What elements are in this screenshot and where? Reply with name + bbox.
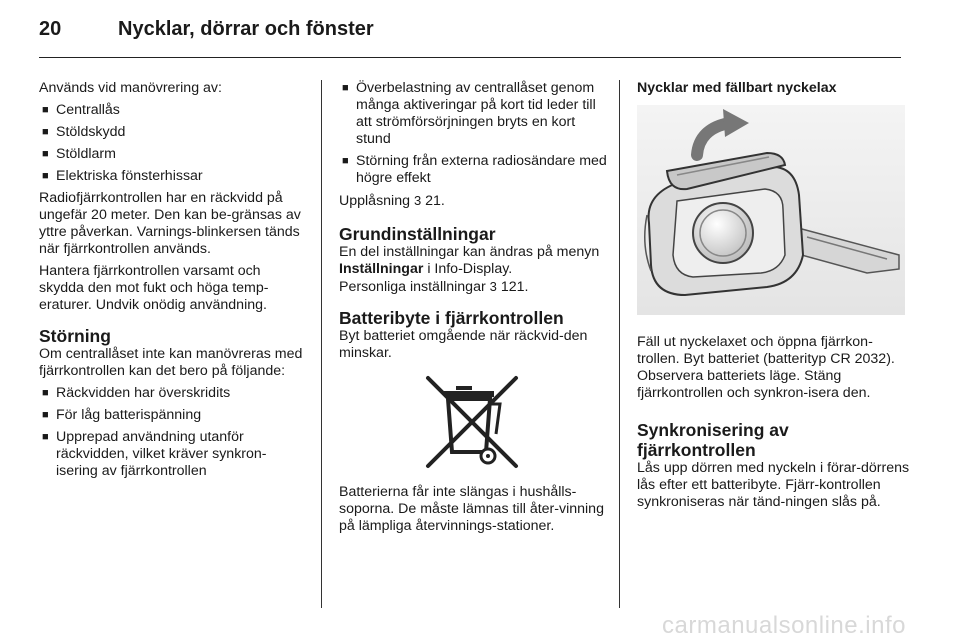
- battery-change-heading: Batteribyte i fjärrkontrollen: [339, 308, 564, 328]
- battery-paragraph: Byt batteriet omgående när räckvid-den minskar.: [339, 328, 588, 361]
- unlock-text: Upplåsning: [339, 193, 410, 209]
- list-item: ■ Centrallås: [39, 102, 307, 119]
- column-divider: [321, 80, 322, 608]
- folding-key-paragraph: Fäll ut nyckelaxet och öppna fjärrkon-trollen. Byt batteriet (batterityp CR 2032). Observera batteriets läge. Stäng fjärrkontrollen och synkron-isera den.: [637, 334, 895, 401]
- watermark: carmanualsonline.info: [662, 612, 906, 639]
- crossed-out-wheelie-bin-icon: [418, 374, 528, 470]
- column-1: [39, 80, 307, 485]
- list-item: ■ Elektriska fönsterhissar: [39, 168, 307, 185]
- fault-heading: Störning: [39, 326, 111, 346]
- personal-page-link[interactable]: 121.: [500, 279, 529, 295]
- folding-key-figure: [637, 105, 912, 320]
- unlock-reference: [339, 192, 607, 210]
- list-item: ■ Störning från externa radiosändare med högre effekt: [339, 153, 607, 187]
- range-paragraph: Radiofjärrkontrollen har en räckvidd på ungefär 20 meter. Den kan be-gränsas av yttre påverkan. Varnings-blinkersen tänds när fjärrkontrollen används.: [39, 190, 301, 257]
- basic-pre: En del inställningar kan ändras på menyn: [339, 244, 600, 260]
- folding-key-heading: Nycklar med fällbart nyckelax: [637, 80, 837, 96]
- handling-paragraph: Hantera fjärrkontrollen varsamt och skydda den mot fukt och höga temp-eraturer. Undvik onödig användning.: [39, 263, 269, 313]
- page-ref-arrow-icon: 3: [489, 279, 497, 294]
- uses-list: [39, 102, 307, 185]
- uses-intro: Används vid manövrering av:: [39, 80, 222, 96]
- page-number: 20: [39, 18, 62, 40]
- fault-paragraph: Om centrallåset inte kan manövreras med fjärrkontrollen kan det bero på följande:: [39, 346, 303, 379]
- header-rule: [39, 57, 901, 58]
- personal-text: Personliga inställningar: [339, 279, 486, 295]
- list-item: ■ Stöldskydd: [39, 124, 307, 141]
- personal-settings-reference: [339, 278, 607, 296]
- basic-settings-heading: Grundinställningar: [339, 224, 496, 244]
- unlock-page-link[interactable]: 21.: [425, 193, 445, 209]
- list-item: ■ För låg batterispänning: [39, 407, 307, 424]
- list-item: ■ Stöldlarm: [39, 146, 307, 163]
- disposal-paragraph: Batterierna får inte slängas i hushålls-soporna. De måste lämnas till åter-vinning på lämpliga återvinnings-stationer.: [339, 484, 604, 534]
- remote-key-battery-illustration: [637, 105, 905, 315]
- crossed-bin-figure: [339, 374, 607, 470]
- list-item: ■ Räckvidden har överskridits: [39, 385, 307, 402]
- basic-post: i Info-Display.: [427, 261, 513, 277]
- causes-list-continued: [339, 80, 607, 187]
- column-divider: [619, 80, 620, 608]
- page-title: Nycklar, dörrar och fönster: [118, 18, 374, 40]
- column-3: [637, 80, 912, 516]
- sync-heading: Synkronisering av fjärrkontrollen: [637, 420, 789, 460]
- list-item: ■ Överbelastning av centrallåset genom många aktiveringar på kort tid leder till att strömförsörjningen bryts en kort stund: [339, 80, 607, 148]
- column-2: [339, 80, 607, 540]
- list-item: ■ Upprepad användning utanför räckvidden, vilket kräver synkron-isering av fjärrkontrollen: [39, 429, 307, 480]
- sync-paragraph: Lås upp dörren med nyckeln i förar-dörrens lås efter ett batteribyte. Fjärr-kontrollen synkroniseras när tänd-ningen slås på.: [637, 460, 910, 510]
- settings-menu-name: Inställningar: [339, 261, 424, 277]
- basic-settings-paragraph: [339, 244, 607, 278]
- causes-list: [39, 385, 307, 480]
- page-ref-arrow-icon: 3: [413, 193, 422, 208]
